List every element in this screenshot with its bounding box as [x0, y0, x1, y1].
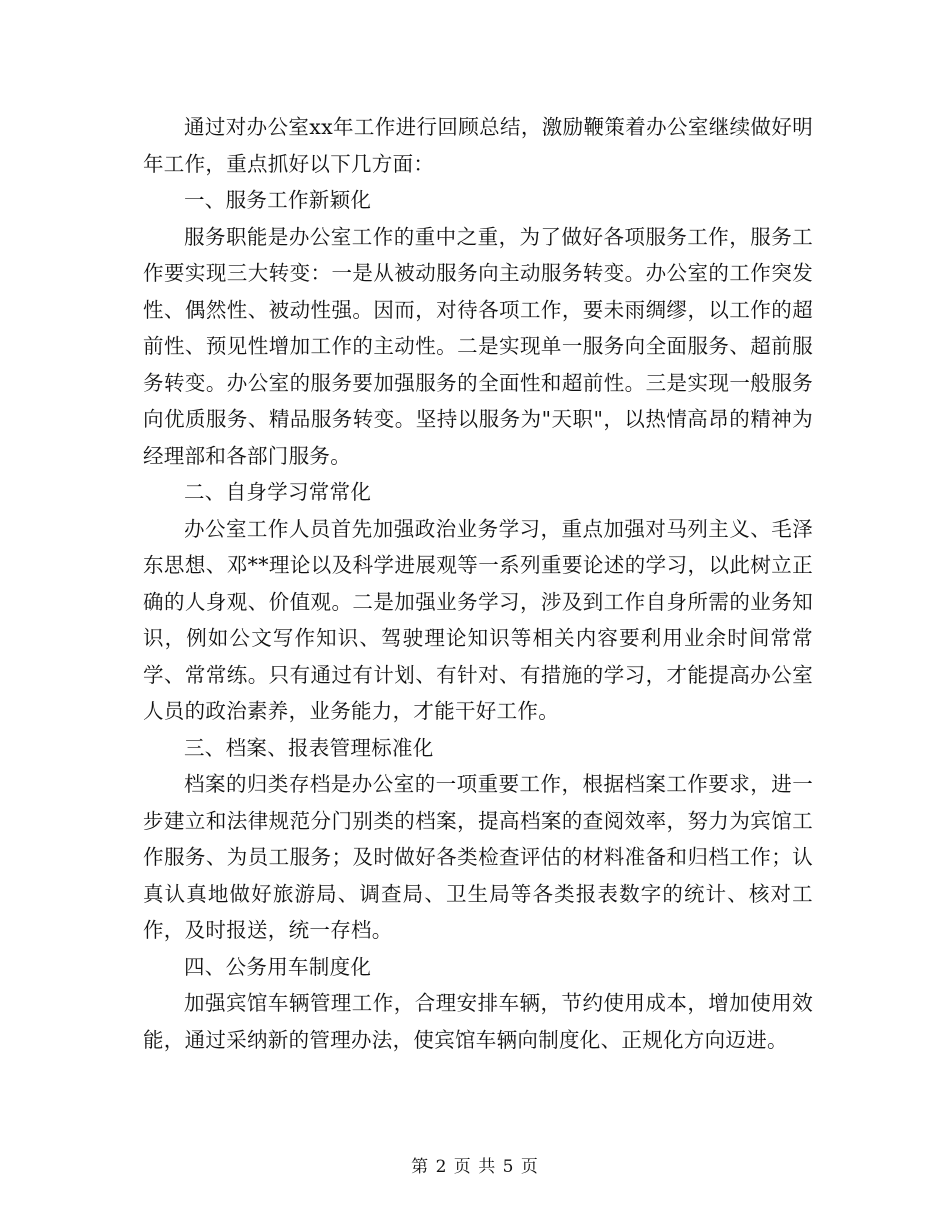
service-paragraph: 服务职能是办公室工作的重中之重，为了做好各项服务工作，服务工作要实现三大转变：一是从被动服务向主动服务转变。办公室的工作突发性、偶然性、被动性强。因而，对待各项工作，要未雨绸缪，以工作的超前性、预见性增加工作的主动性。二是实现单一服务向全面服务、超前服务转变。办公室的服务要加强服务的全面性和超前性。三是实现一般服务向优质服务、精品服务转变。坚持以服务为"天职"，以热情高昂的精神为经理部和各部门服务。 — [143, 224, 813, 468]
learning-paragraph: 办公室工作人员首先加强政治业务学习，重点加强对马列主义、毛泽东思想、邓**理论以及科学进展观等一系列重要论述的学习，以此树立正确的人身观、价值观。二是加强业务学习，涉及到工作自身所需的业务知识，例如公文写作知识、驾驶理论知识等相关内容要利用业余时间常常学、常常练。只有通过有计划、有针对、有措施的学习，才能提高办公室人员的政治素养，业务能力，才能干好工作。 — [143, 516, 813, 723]
intro-paragraph: 通过对办公室xx年工作进行回顾总结，激励鞭策着办公室继续做好明年工作，重点抓好以下几方面： — [143, 115, 813, 176]
section-heading-learning: 二、自身学习常常化 — [184, 480, 372, 504]
section-heading-archives: 三、档案、报表管理标准化 — [184, 735, 434, 760]
page-number-footer: 第 2 页 共 5 页 — [411, 1157, 539, 1177]
archives-paragraph: 档案的归类存档是办公室的一项重要工作，根据档案工作要求，进一步建立和法律规范分门别类的档案，提高档案的查阅效率，努力为宾馆工作服务、为员工服务；及时做好各类检查评估的材料准备和归档工作；认真认真地做好旅游局、调查局、卫生局等各类报表数字的统计、核对工作，及时报送，统一存档。 — [143, 772, 813, 942]
vehicles-paragraph: 加强宾馆车辆管理工作，合理安排车辆，节约使用成本，增加使用效能，通过采纳新的管理办法，使宾馆车辆向制度化、正规化方向迈进。 — [143, 991, 813, 1052]
section-heading-vehicles: 四、公务用车制度化 — [184, 954, 372, 979]
document-body — [143, 109, 813, 1058]
section-heading-service: 一、服务工作新颖化 — [184, 188, 372, 212]
